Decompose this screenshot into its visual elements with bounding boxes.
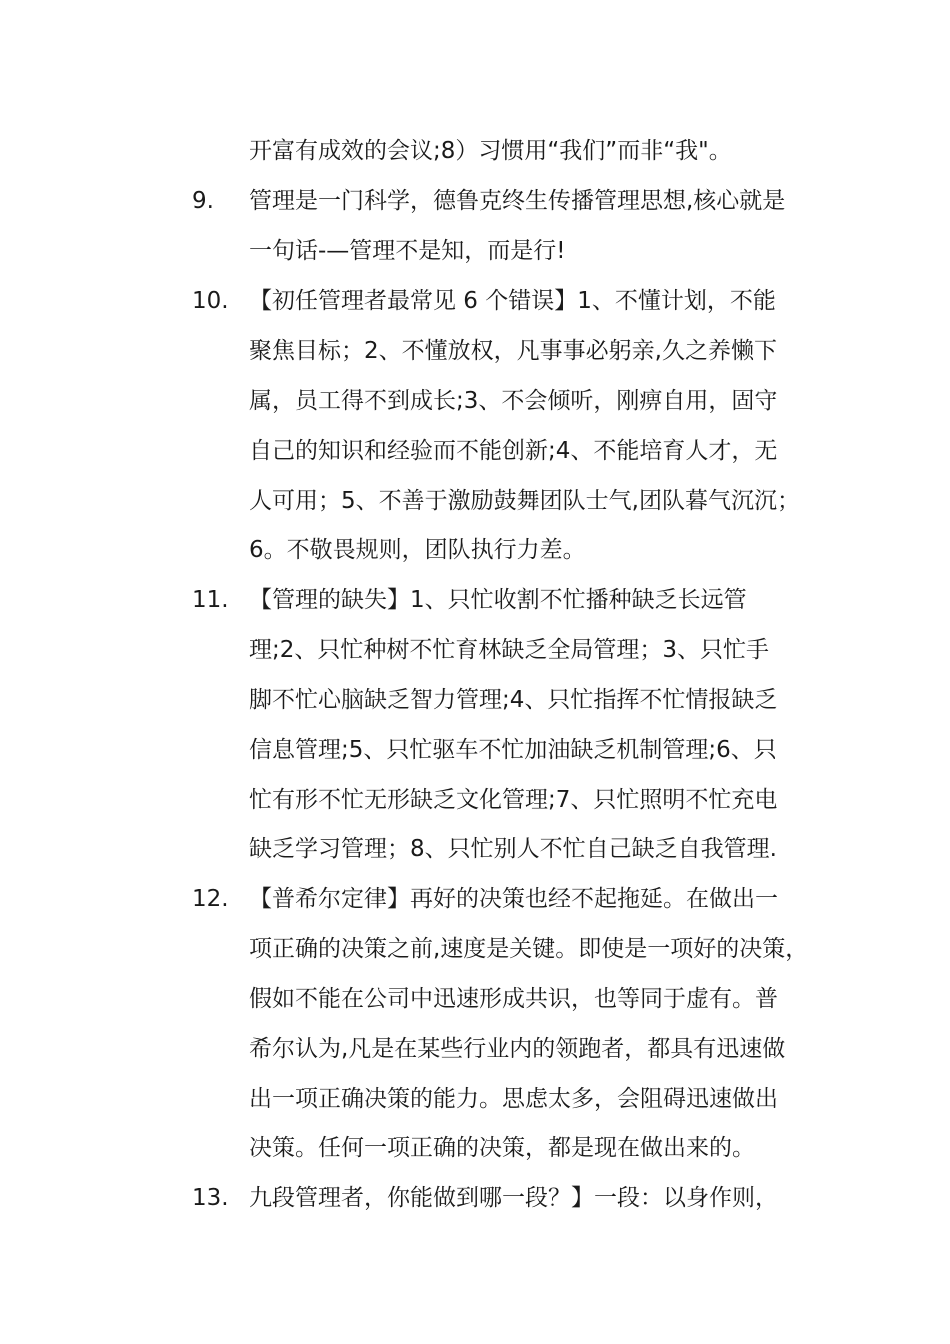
text-line: 属，员工得不到成长;3、不会倾听，刚痹自用，固守: [249, 388, 778, 414]
list-number: 9.: [192, 188, 214, 214]
list-number: 12.: [192, 886, 229, 912]
list-number: 11.: [192, 587, 229, 613]
text-line: 脚不忙心脑缺乏智力管理;4、只忙指挥不忙情报缺乏: [249, 687, 778, 713]
text-line: 理;2、只忙种树不忙育林缺乏全局管理；3、只忙手: [249, 637, 770, 663]
text-line: 缺乏学习管理；8、只忙别人不忙自己缺乏自我管理.: [249, 836, 777, 862]
text-line: 希尔认为,凡是在某些行业内的领跑者，都具有迅速做: [249, 1036, 786, 1062]
text-line: 【管理的缺失】1、只忙收割不忙播种缺乏长远管: [249, 587, 747, 613]
text-line: 忙有形不忙无形缺乏文化管理;7、只忙照明不忙充电: [249, 787, 778, 813]
text-line: 自己的知识和经验而不能创新;4、不能培育人才，无: [249, 438, 778, 464]
text-line: 信息管理;5、只忙驱车不忙加油缺乏机制管理;6、只: [249, 737, 777, 763]
text-line: 出一项正确决策的能力。思虑太多，会阻碍迅速做出: [249, 1086, 778, 1112]
text-line: 6。不敬畏规则，团队执行力差。: [249, 537, 586, 563]
text-line: 人可用；5、不善于激励鼓舞团队士气,团队暮气沉沉；: [249, 488, 800, 514]
text-line: 开富有成效的会议;8）习惯用“我们”而非“我"。: [249, 138, 732, 164]
text-line: 聚焦目标；2、不懂放权，凡事事必躬亲,久之养懒下: [249, 338, 777, 364]
text-line: 九段管理者，你能做到哪一段？】一段：以身作则，: [249, 1185, 778, 1211]
text-line: 一句话-—管理不是知，而是行!: [249, 238, 566, 264]
text-line: 【初任管理者最常见 6 个错误】1、不懂计划，不能: [249, 288, 776, 314]
text-line: 【普希尔定律】再好的决策也经不起拖延。在做出一: [249, 886, 778, 912]
list-number: 13.: [192, 1185, 229, 1211]
text-line: 管理是一门科学，德鲁克终生传播管理思想,核心就是: [249, 188, 786, 214]
list-number: 10.: [192, 288, 229, 314]
text-line: 假如不能在公司中迅速形成共识，也等同于虚有。普: [249, 986, 778, 1012]
text-line: 项正确的决策之前,速度是关键。即使是一项好的决策，: [249, 936, 809, 962]
text-line: 决策。任何一项正确的决策，都是现在做出来的。: [249, 1135, 755, 1161]
